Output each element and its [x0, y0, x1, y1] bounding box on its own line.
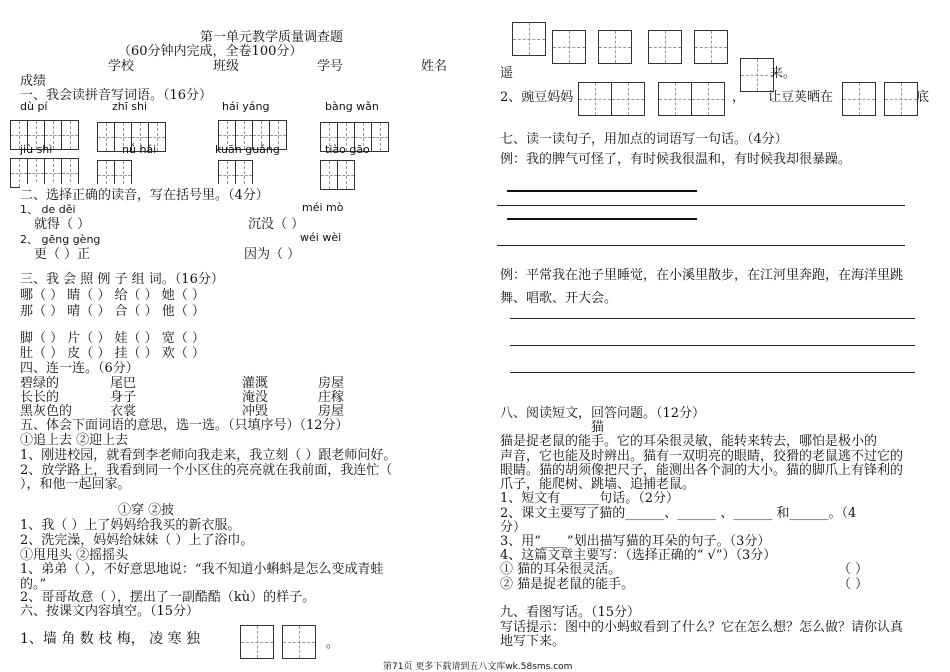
score-label: 成绩	[20, 74, 47, 89]
s8-q4: 4、这篇文章主要写：（选择正确的“ √”）（3分）	[500, 548, 777, 563]
section-8-title: 八、阅读短文，回答问题。（12分）	[500, 406, 706, 421]
s5-q1: 1、刚进校园，就看到李老师向我走来，我立刻（ ）跟老师问好。	[20, 448, 397, 463]
passage-line-2: 声音，它也能及时辨出。猫有一双明亮的眼睛，狡猾的老鼠逃不过它的	[500, 449, 904, 464]
s5-options-3: ①甩甩头 ②摇摇头	[20, 548, 129, 563]
s4-c3-2: 淹没	[242, 390, 269, 405]
s8-q2: 2、课文主要写了猫的______、______ 、______ 和______。（4	[500, 506, 857, 521]
writing-grid[interactable]	[694, 30, 727, 64]
section-3-title: 三、我 会 照 例 子 组 词。（16分）	[20, 272, 224, 287]
passage-title: 猫	[591, 420, 605, 435]
s2-pinyin-d: wéi wèi	[300, 231, 342, 244]
answer-line[interactable]	[510, 372, 915, 373]
field-school: 学校	[108, 59, 135, 74]
s8-q2b: 分）	[500, 520, 527, 535]
s7-example-1: 例：我的脾气可怪了，有时候我很温和，有时候我却很暴躁。	[500, 152, 852, 167]
s4-c4-2: 庄稼	[318, 390, 345, 405]
answer-line[interactable]	[510, 345, 915, 346]
s4-mid-1: 尾巴	[110, 376, 137, 391]
s2-pinyin-a: 1、 de děi	[20, 203, 76, 216]
s5-q3: 1、我（ ）上了妈妈给我买的新衣服。	[20, 518, 241, 533]
s2-item-2: 沉没（ ）	[248, 217, 305, 232]
s6-q1-end: 。	[326, 636, 340, 651]
s6-q3-end: 底	[916, 90, 930, 105]
s4-mid-2: 身子	[110, 390, 137, 405]
pinyin-1: dù pí	[20, 100, 48, 113]
s5-q2a: 2、放学路上，我看到同一个小区住的亮亮就在我前面，我连忙（	[20, 463, 393, 478]
s5-options-1: ①追上去 ②迎上去	[20, 433, 129, 448]
s5-options-2: ①穿 ②披	[118, 503, 175, 518]
s7-example-2a: 例：平常我在池子里睡觉，在小溪里散步，在江河里奔跑，在海洋里跳	[500, 268, 904, 283]
s6-q3-mid: 让豆荚晒在	[768, 90, 834, 105]
s7-example-2b: 舞、唱歌、开大会。	[500, 291, 618, 306]
s2-pinyin-b: méi mò	[302, 201, 344, 214]
passage-line-1: 猫是捉老鼠的能手。它的耳朵很灵敏，能转来转去，哪怕是极小的	[500, 434, 878, 449]
passage-line-4: 爪子，能爬树、跳墙、追捕老鼠。	[500, 477, 696, 492]
s8-q3: 3、用“____”划出描写猫的耳朵的句子。（3分）	[500, 534, 771, 549]
pinyin-7: kuān guǎng	[215, 143, 280, 156]
s8-option-1: ① 猫的耳朵很灵活。	[500, 562, 622, 577]
writing-grid[interactable]	[884, 82, 917, 116]
s8-option-2-bracket[interactable]: （ ）	[838, 577, 869, 592]
s6-q1: 1、墙 角 数 枝 梅， 凌 寒 独	[20, 631, 201, 647]
s4-c4-3: 房屋	[318, 404, 345, 419]
s2-item-4: 因为（ ）	[244, 247, 301, 262]
s5-q2b: ），和他一起回家。	[20, 477, 131, 492]
writing-grid[interactable]	[578, 82, 644, 116]
s8-option-1-bracket[interactable]: （ ）	[838, 562, 869, 577]
writing-grid[interactable]	[240, 625, 273, 659]
s5-q6: 2、哥哥故意（ ），摆出了一副酷酷（kù）的样子。	[20, 590, 316, 605]
writing-grid[interactable]	[598, 30, 631, 64]
passage-line-3: 眼睛。猫的胡须像把尺子，能测出各个洞的大小。猫的脚爪上有锋利的	[500, 463, 904, 478]
field-class: 班级	[213, 59, 240, 74]
writing-grid[interactable]	[512, 22, 545, 56]
s6-q3-comma: ，	[732, 90, 746, 105]
pinyin-8: tiào gāo	[325, 143, 370, 156]
answer-line[interactable]	[497, 205, 905, 206]
s2-item-3: 更（ ）正	[34, 247, 91, 262]
answer-line-bold[interactable]	[507, 190, 697, 192]
s4-left-3: 黑灰色的	[20, 404, 73, 419]
field-name: 姓名	[421, 59, 448, 74]
s4-left-2: 长长的	[20, 390, 60, 405]
s4-left-1: 碧绿的	[20, 376, 60, 391]
section-1-title: 一、我会读拼音写词语。（16分）	[20, 88, 213, 103]
page-title: 第一单元教学质量调查题	[200, 30, 344, 45]
writing-grid[interactable]	[842, 82, 875, 116]
s5-q5b: 的。”	[20, 577, 47, 592]
s6-q3: 2、豌豆妈妈	[500, 90, 574, 105]
s3-row-4: 肚（ ） 皮（ ） 挂（ ） 欢（ ）	[20, 346, 205, 361]
s5-q5a: 1、弟弟（ ），不好意思地说：“我不知道小蝌蚪是怎么变成青蛙	[20, 562, 384, 577]
answer-line[interactable]	[510, 318, 915, 319]
writing-grid[interactable]	[648, 30, 681, 64]
s3-row-2: 那（ ） 晴（ ） 合（ ） 他（ ）	[20, 304, 205, 319]
s6-q2-end: 来。	[770, 66, 797, 81]
section-4-title: 四、连一连。（6分）	[20, 361, 139, 376]
answer-line[interactable]	[497, 245, 905, 246]
section-6-title: 六、按课文内容填空。（15分）	[20, 604, 200, 619]
s5-q4: 2、洗完澡，妈妈给妹妹（ ）上了浴巾。	[20, 533, 254, 548]
s3-row-3: 脚（ ） 片（ ） 娃（ ） 宽（ ）	[20, 331, 205, 346]
section-5-title: 五、体会下面词语的意思，选一选。（只填序号）（12分）	[20, 418, 349, 433]
writing-grid[interactable]	[658, 82, 724, 116]
pinyin-4: bàng wǎn	[325, 100, 379, 113]
section-2-title: 二、选择正确的读音，写在括号里。（4分）	[20, 184, 269, 203]
s4-c3-1: 灌溉	[242, 376, 269, 391]
s8-q1: 1、短文有______句话。（2分）	[500, 491, 680, 506]
page-subtitle: （60分钟内完成，全卷100分）	[118, 44, 303, 59]
writing-grid[interactable]	[282, 625, 315, 659]
writing-grid[interactable]	[552, 30, 585, 64]
s4-c4-1: 房屋	[318, 376, 345, 391]
section-9-title: 九、看图写话。（15分）	[500, 605, 641, 620]
section-7-title: 七、读一读句子，用加点的词语写一句话。（4分）	[500, 132, 788, 147]
pinyin-2: zhī shi	[112, 100, 148, 113]
pinyin-5: jiù shì	[20, 143, 53, 156]
s6-q2-start: 遥	[500, 66, 514, 81]
s9-prompt-1: 写话提示：图中的小蚂蚁看到了什么？它在怎么想？怎么做？请你认真	[500, 620, 904, 635]
s3-row-1: 哪（ ） 睛（ ） 给（ ） 她（ ）	[20, 288, 205, 303]
s2-item-1: 就得（ ）	[34, 217, 91, 232]
s4-c3-3: 冲毁	[242, 404, 269, 419]
s2-pinyin-c: 2、 gēng gèng	[20, 233, 101, 246]
answer-line-bold[interactable]	[507, 218, 697, 220]
writing-grid[interactable]	[320, 160, 354, 190]
pinyin-6: nǚ hái	[122, 143, 157, 156]
field-number: 学号	[317, 59, 344, 74]
s8-option-2: ② 猫是捉老鼠的能手。	[500, 577, 635, 592]
page-footer: 第71页 更多下载请到五八文库wk.58sms.com	[383, 662, 573, 672]
pinyin-3: hái yáng	[222, 100, 270, 113]
s4-mid-3: 衣裳	[110, 404, 137, 419]
s9-prompt-2: 地写下来。	[500, 634, 566, 649]
